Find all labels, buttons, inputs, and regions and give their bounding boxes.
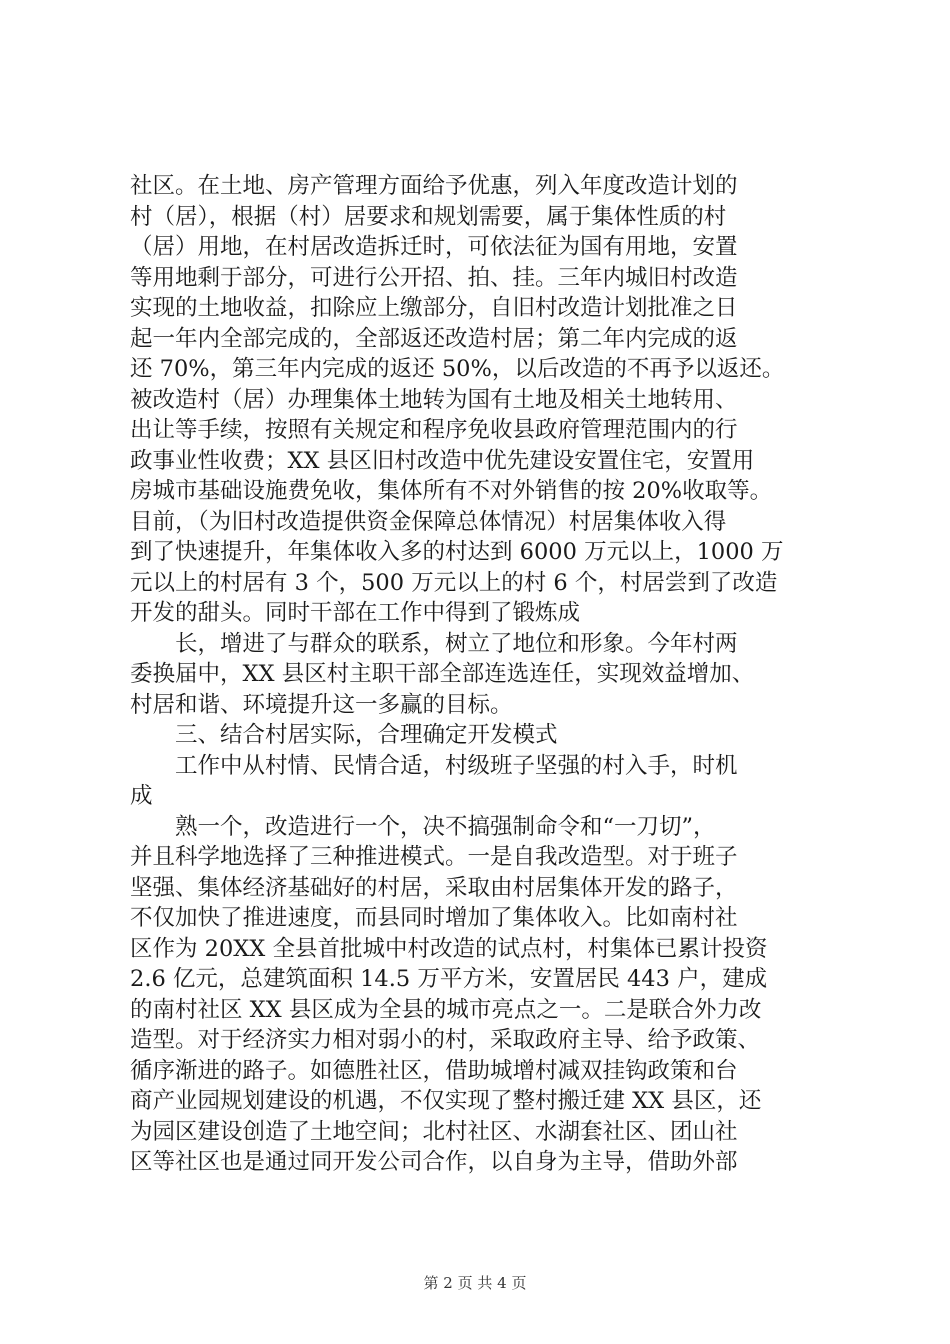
text-line: 实现的土地收益，扣除应上缴部分，自旧村改造计划批准之日	[130, 295, 738, 321]
text-line: 坚强、集体经济基础好的村居，采取由村居集体开发的路子，	[130, 874, 738, 901]
text-line: 循序渐进的路子。如德胜社区，借助城增村减双挂钩政策和台	[130, 1057, 738, 1084]
text-line: 商产业园规划建设的机遇，不仅实现了整村搬迁建 XX 县区，还	[130, 1088, 762, 1114]
text-line: 并且科学地选择了三种推进模式。一是自我改造型。对于班子	[130, 844, 738, 870]
text-line: 起一年内全部完成的，全部返还改造村居；第二年内完成的返	[130, 325, 738, 352]
text-line: 为园区建设创造了土地空间；北村社区、水湖套社区、团山社	[130, 1118, 738, 1145]
text-line: 成	[130, 783, 153, 809]
text-line: 村（居），根据（村）居要求和规划需要，属于集体性质的村	[130, 203, 727, 230]
page-footer: 第 2 页 共 4 页	[423, 1274, 527, 1292]
text-line: 委换届中，XX 县区村主职干部全部连选连任，实现效益增加、	[130, 661, 755, 687]
text-line: 熟一个，改造进行一个，决不搞强制命令和“一刀切”，	[175, 813, 716, 840]
text-line: 2.6 亿元，总建筑面积 14.5 万平方米，安置居民 443 户，建成	[130, 966, 768, 992]
text-line: 被改造村（居）办理集体土地转为国有土地及相关土地转用、	[130, 386, 738, 413]
text-line: （居）用地，在村居改造拆迁时，可依法征为国有用地，安置	[130, 234, 738, 260]
text-line: 开发的甜头。同时干部在工作中得到了锻炼成	[130, 600, 581, 626]
text-line: 等用地剩于部分，可进行公开招、拍、挂。三年内城旧村改造	[130, 264, 738, 291]
body-text	[130, 171, 830, 1178]
text-line: 三、结合村居实际，合理确定开发模式	[175, 722, 558, 748]
text-line: 的南村社区 XX 县区成为全县的城市亮点之一。二是联合外力改	[130, 996, 762, 1023]
text-line: 目前，（为旧村改造提供资金保障总体情况）村居集体收入得	[130, 508, 727, 535]
text-line: 不仅加快了推进速度，而县同时增加了集体收入。比如南村社	[130, 905, 738, 931]
text-line: 出让等手续，按照有关规定和程序免收县政府管理范围内的行	[130, 417, 738, 443]
text-line: 社区。在土地、房产管理方面给予优惠，列入年度改造计划的	[130, 173, 738, 199]
text-line: 元以上的村居有 3 个，500 万元以上的村 6 个，村居尝到了改造	[130, 569, 778, 596]
text-line: 区等社区也是通过同开发公司合作，以自身为主导，借助外部	[130, 1149, 738, 1175]
text-line: 房城市基础设施费免收，集体所有不对外销售的按 20%收取等。	[130, 478, 773, 504]
text-line: 到了快速提升，年集体收入多的村达到 6000 万元以上，1000 万	[130, 539, 784, 565]
text-line: 工作中从村情、民情合适，村级班子坚强的村入手，时机	[175, 752, 738, 779]
text-line: 造型。对于经济实力相对弱小的村，采取政府主导、给予政策、	[130, 1027, 761, 1053]
text-line: 还 70%，第三年内完成的返还 50%，以后改造的不再予以返还。	[130, 356, 785, 382]
text-line: 政事业性收费；XX 县区旧村改造中优先建设安置住宅，安置用	[130, 447, 755, 474]
text-line: 区作为 20XX 全县首批城中村改造的试点村，村集体已累计投资	[130, 935, 768, 962]
text-line: 村居和谐、环境提升这一多赢的目标。	[130, 691, 513, 718]
text-line: 长，增进了与群众的联系，树立了地位和形象。今年村两	[175, 630, 738, 657]
